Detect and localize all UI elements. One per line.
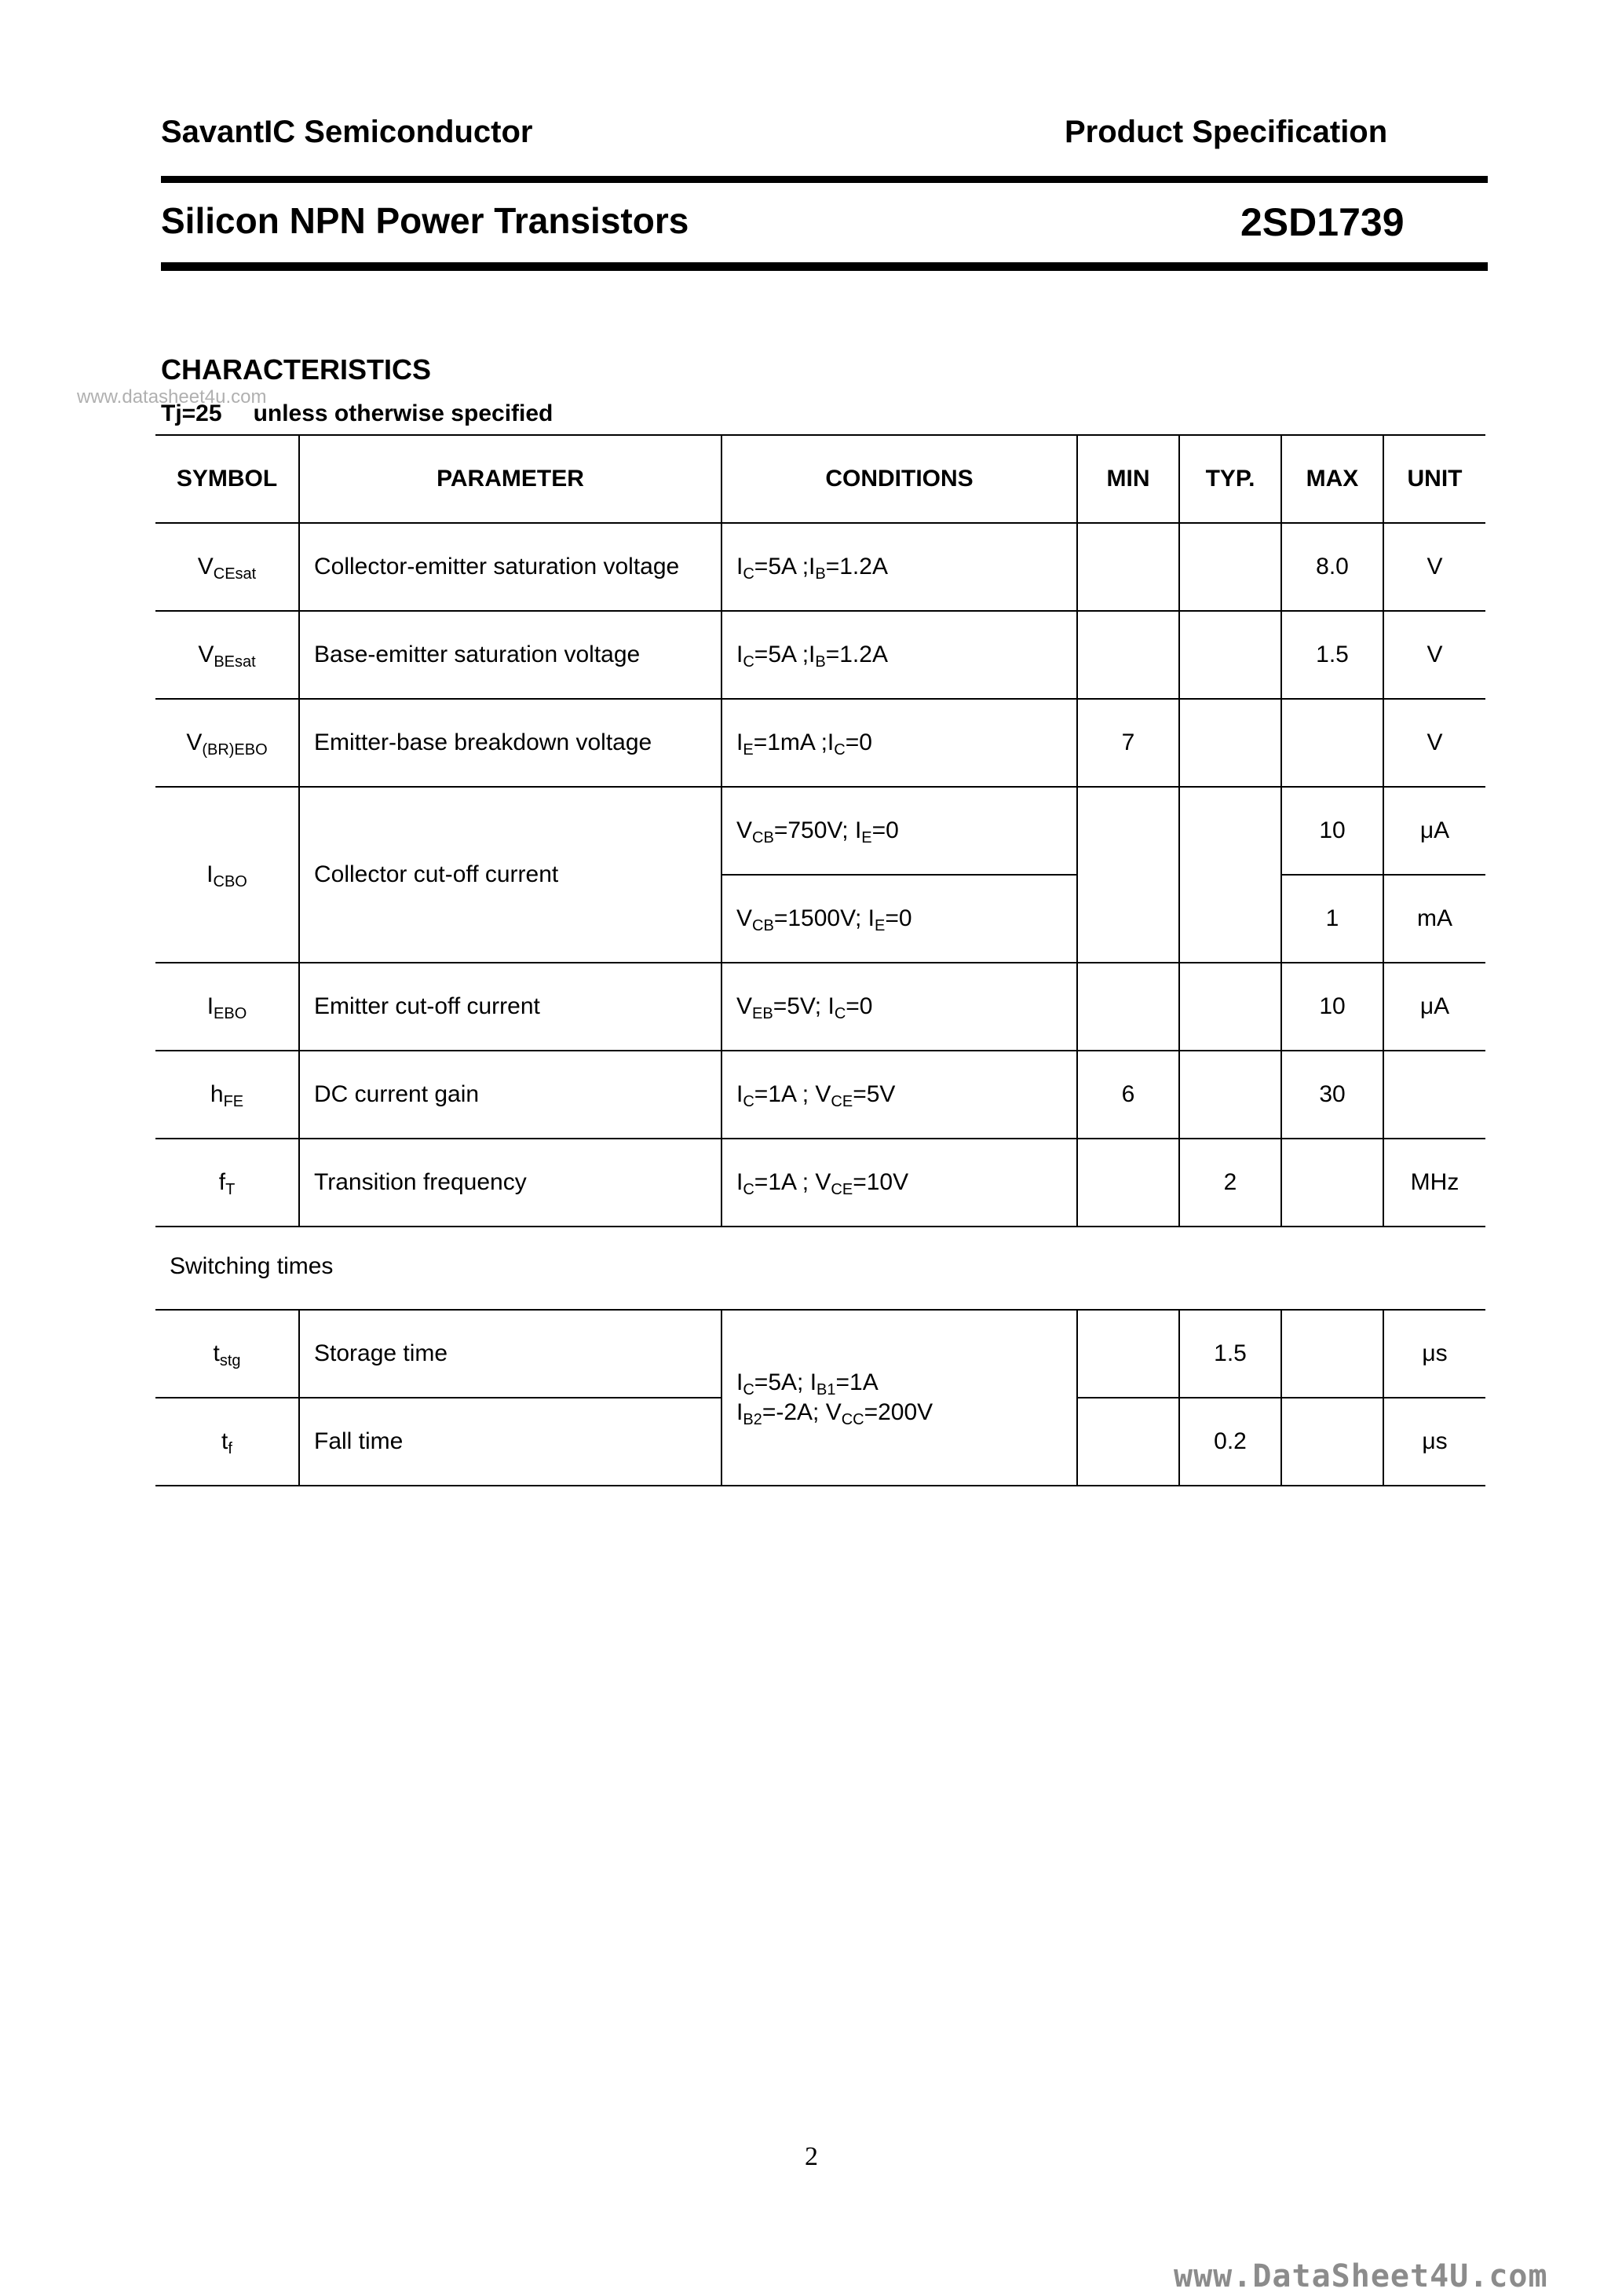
symbol-cell: $t_f$ <box>155 1398 299 1486</box>
footer-site-link[interactable]: www.DataSheet4U.com <box>1174 2258 1548 2294</box>
table-row-icbo-a <box>155 787 1485 875</box>
header-rule-bottom <box>161 262 1488 271</box>
parameter-cell: Transition frequency <box>299 1139 721 1227</box>
header-rule-top <box>161 176 1488 183</box>
test-condition <box>161 400 553 427</box>
typ-cell: 0.2 <box>1179 1398 1281 1486</box>
unit-cell: MHz <box>1383 1139 1485 1227</box>
min-cell <box>1077 1398 1179 1486</box>
part-number: 2SD1739 <box>1240 200 1405 244</box>
table-row-ft <box>155 1139 1485 1227</box>
symbol-cell: $V_{(BR)EBO}$ <box>155 699 299 787</box>
header-symbol: SYMBOL <box>155 435 299 523</box>
product-title: Silicon NPN Power Transistors <box>161 200 689 241</box>
header-min: MIN <box>1077 435 1179 523</box>
max-cell: 10 <box>1281 963 1383 1051</box>
conditions-cell: $I_C=5A$ $;I_B=1.2A$ <box>721 523 1077 611</box>
typ-cell <box>1179 963 1281 1051</box>
conditions-cell: $V_{CB}=1500V$; $I_E=0$ <box>721 875 1077 963</box>
max-cell <box>1281 1139 1383 1227</box>
typ-cell <box>1179 523 1281 611</box>
parameter-cell: Collector cut-off current <box>299 787 721 963</box>
min-cell <box>1077 611 1179 699</box>
conditions-cell: $I_C=1A$ ; $V_{CE}=10V$ <box>721 1139 1077 1227</box>
table-header-row <box>155 435 1485 523</box>
unit-cell: μA <box>1383 963 1485 1051</box>
table-row-vbrebo <box>155 699 1485 787</box>
characteristics-table <box>155 434 1485 1227</box>
test-condition-suffix: unless otherwise specified <box>253 400 553 426</box>
max-cell: 10 <box>1281 787 1383 875</box>
header-typ: TYP. <box>1179 435 1281 523</box>
header-parameter: PARAMETER <box>299 435 721 523</box>
parameter-cell: Fall time <box>299 1398 721 1486</box>
unit-cell: μA <box>1383 787 1485 875</box>
typ-cell: 2 <box>1179 1139 1281 1227</box>
parameter-cell: DC current gain <box>299 1051 721 1139</box>
watermark: www.datasheet4u.com <box>77 386 267 408</box>
symbol-cell: $V_{CEsat}$ <box>155 523 299 611</box>
header-max: MAX <box>1281 435 1383 523</box>
unit-cell: μs <box>1383 1398 1485 1486</box>
symbol-cell: $f_T$ <box>155 1139 299 1227</box>
unit-cell: μs <box>1383 1310 1485 1398</box>
table-row-vcesat <box>155 523 1485 611</box>
section-title: CHARACTERISTICS <box>161 353 432 386</box>
unit-cell: V <box>1383 611 1485 699</box>
max-cell <box>1281 1398 1383 1486</box>
document-type: Product Specification <box>1065 115 1388 149</box>
unit-cell: mA <box>1383 875 1485 963</box>
typ-cell <box>1179 699 1281 787</box>
condition-line-2: $I_{B2}=-2A$; $V_{CC}=200V$ <box>736 1399 933 1428</box>
test-condition-prefix: Tj=25 <box>161 400 222 426</box>
table-row-iebo <box>155 963 1485 1051</box>
page-number: 2 <box>805 2142 818 2171</box>
symbol-cell: $V_{BEsat}$ <box>155 611 299 699</box>
parameter-cell: Emitter cut-off current <box>299 963 721 1051</box>
parameter-cell: Emitter-base breakdown voltage <box>299 699 721 787</box>
switching-table <box>155 1309 1485 1486</box>
max-cell <box>1281 1310 1383 1398</box>
conditions-cell: $I_C=1A$ ; $V_{CE}=5V$ <box>721 1051 1077 1139</box>
conditions-cell: $I_E=1mA$ $;I_C=0$ <box>721 699 1077 787</box>
conditions-cell: $V_{CB}=750V$; $I_E=0$ <box>721 787 1077 875</box>
max-cell: 1.5 <box>1281 611 1383 699</box>
header-unit: UNIT <box>1383 435 1485 523</box>
header-conditions: CONDITIONS <box>721 435 1077 523</box>
max-cell: 1 <box>1281 875 1383 963</box>
conditions-cell: $I_C=5A$ $;I_B=1.2A$ <box>721 611 1077 699</box>
conditions-cell: $V_{EB}=5V$; $I_C=0$ <box>721 963 1077 1051</box>
symbol-cell: $h_{FE}$ <box>155 1051 299 1139</box>
min-cell: 6 <box>1077 1051 1179 1139</box>
min-cell <box>1077 1139 1179 1227</box>
typ-cell <box>1179 611 1281 699</box>
typ-cell: 1.5 <box>1179 1310 1281 1398</box>
min-cell <box>1077 787 1179 963</box>
table-row-hfe <box>155 1051 1485 1139</box>
min-cell <box>1077 963 1179 1051</box>
company-name: SavantIC Semiconductor <box>161 115 533 149</box>
table-row-tstg <box>155 1310 1485 1398</box>
symbol-cell: $t_{stg}$ <box>155 1310 299 1398</box>
switching-times-label: Switching times <box>170 1253 334 1279</box>
max-cell: 30 <box>1281 1051 1383 1139</box>
min-cell <box>1077 523 1179 611</box>
unit-cell: V <box>1383 699 1485 787</box>
unit-cell <box>1383 1051 1485 1139</box>
table-row-vbesat <box>155 611 1485 699</box>
parameter-cell: Base-emitter saturation voltage <box>299 611 721 699</box>
max-cell: 8.0 <box>1281 523 1383 611</box>
max-cell <box>1281 699 1383 787</box>
symbol-cell: $I_{CBO}$ <box>155 787 299 963</box>
parameter-cell: Storage time <box>299 1310 721 1398</box>
min-cell <box>1077 1310 1179 1398</box>
min-cell: 7 <box>1077 699 1179 787</box>
conditions-cell <box>721 1310 1077 1486</box>
parameter-cell: Collector-emitter saturation voltage <box>299 523 721 611</box>
condition-line-1: $I_C=5A$; $I_{B1}=1A$ <box>736 1369 879 1398</box>
typ-cell <box>1179 1051 1281 1139</box>
unit-cell: V <box>1383 523 1485 611</box>
symbol-cell: $I_{EBO}$ <box>155 963 299 1051</box>
typ-cell <box>1179 787 1281 963</box>
